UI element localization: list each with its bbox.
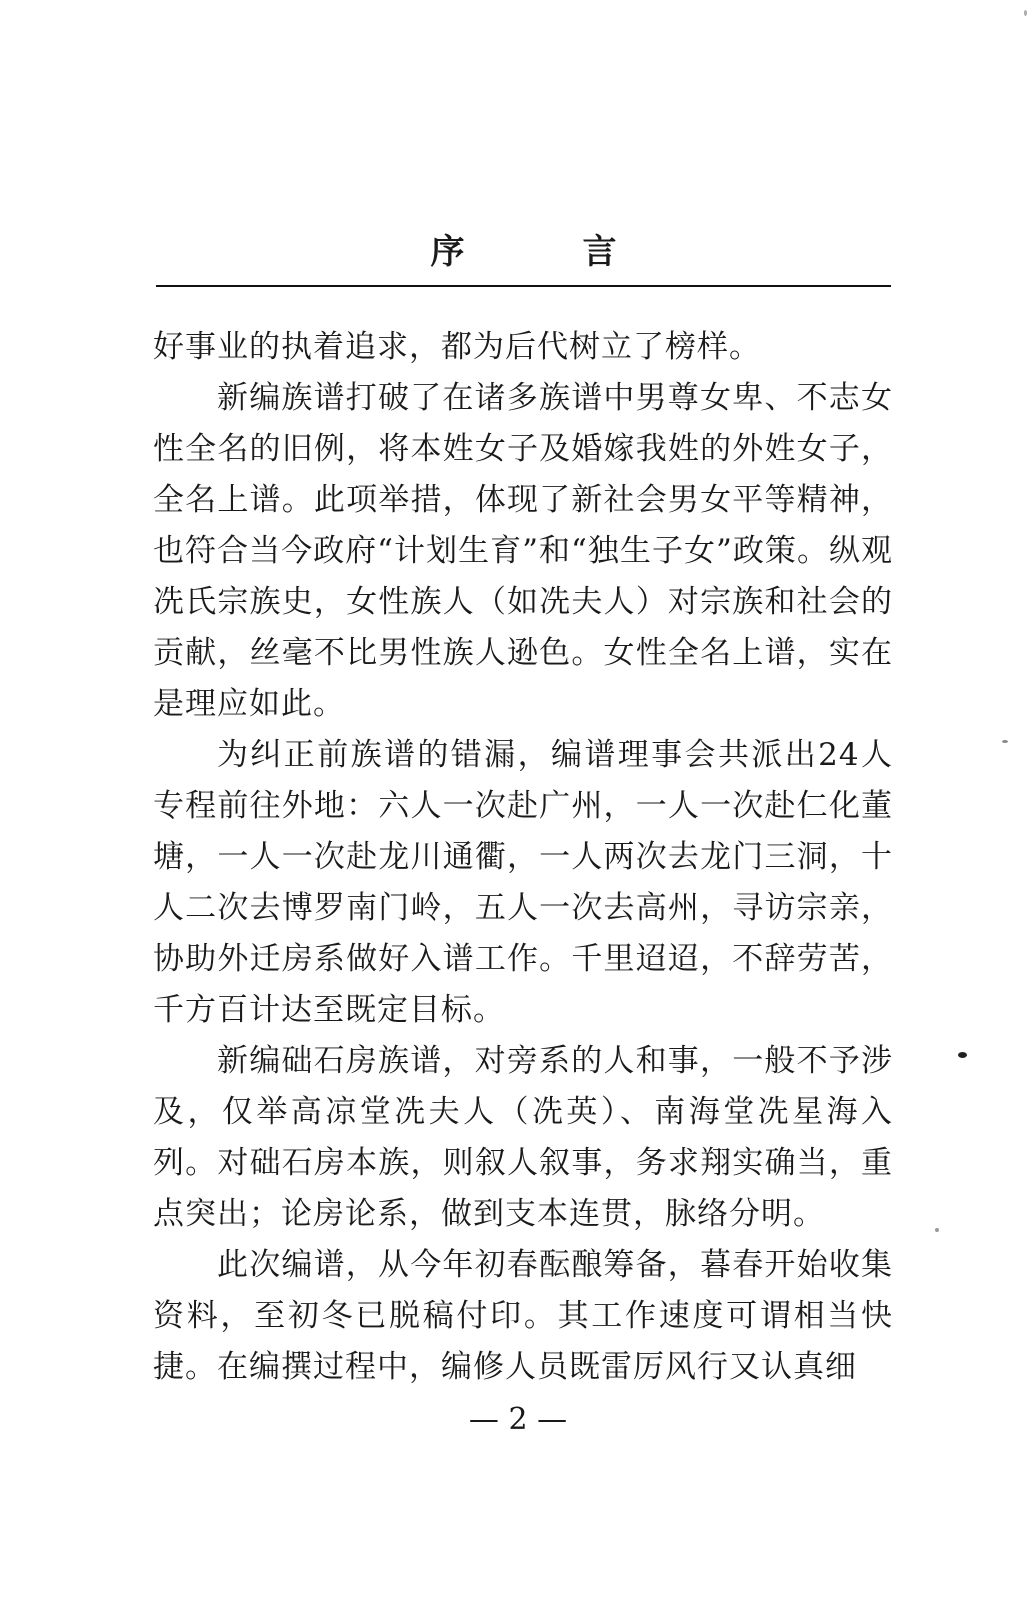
paragraph-3: 为纠正前族谱的错漏，编谱理事会共派出24人专程前往外地：六人一次赴广州，一人一次赴仁化董塘，一人一次赴龙川通衢，一人两次去龙门三洞，十人二次去博罗南门岭，五人一次去高州，寻访宗亲，协助外迁房系做好入谱工作。千里迢迢，不辞劳苦，千方百计达至既定目标。 — [153, 737, 893, 1028]
paragraph-4: 新编础石房族谱，对旁系的人和事，一般不予涉及，仅举高凉堂冼夫人（冼英）、南海堂冼星海入列。对础石房本族，则叙人叙事，务求翔实确当，重点突出；论房论系，做到支本连贯，脉络分明。 — [153, 1043, 893, 1232]
page-number: — 2 — — [468, 1402, 568, 1437]
running-header — [156, 228, 891, 288]
scan-speck — [1002, 740, 1008, 743]
scan-speck — [1024, 10, 1027, 16]
paragraph-5: 此次编谱，从今年初春酝酿筹备，暮春开始收集资料，至初冬已脱稿付印。其工作速度可谓相当快捷。在编撰过程中，编修人员既雷厉风行又认真细 — [153, 1247, 893, 1385]
scan-speck — [935, 1228, 939, 1232]
body-text — [153, 322, 893, 1393]
paragraph-2: 新编族谱打破了在诸多族谱中男尊女卑、不志女性全名的旧例，将本姓女子及婚嫁我姓的外姓女子，全名上谱。此项举措，体现了新社会男女平等精神，也符合当今政府“计划生育”和“独生子女”政策。纵观冼氏宗族史，女性族人（如冼夫人）对宗族和社会的贡献，丝毫不比男性族人逊色。女性全名上谱，实在是理应如此。 — [153, 380, 893, 722]
paragraph-1: 好事业的执着追求，都为后代树立了榜样。 — [153, 329, 761, 365]
header-rule — [156, 285, 891, 287]
header-title: 序 言 — [430, 232, 659, 272]
scan-speck — [958, 1052, 967, 1058]
